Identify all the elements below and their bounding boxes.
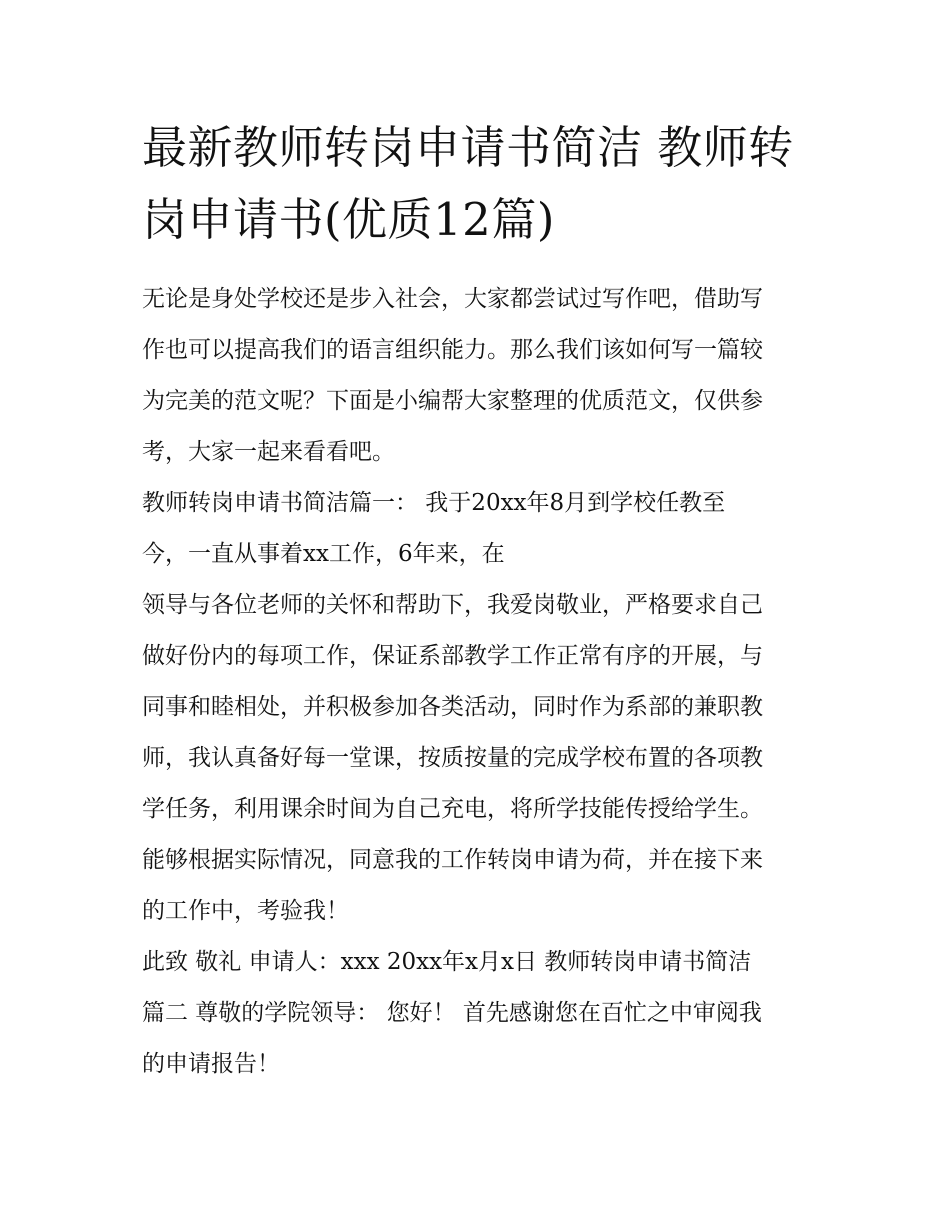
text-line: 做好份内的每项工作，保证系部教学工作正常有序的开展，与	[142, 643, 763, 669]
text-line: 能够根据实际情况，同意我的工作转岗申请为荷，并在接下来	[142, 847, 763, 873]
text-line: 作也可以提高我们的语言组织能力。那么我们该如何写一篇较	[142, 337, 763, 363]
text-line: 领导与各位老师的关怀和帮助下，我爱岗敬业，严格要求自己	[142, 592, 763, 618]
text-line: 无论是身处学校还是步入社会，大家都尝试过写作吧，借助写	[142, 286, 763, 312]
text-line: 篇二 尊敬的学院领导： 您好！ 首先感谢您在百忙之中审阅我	[142, 1000, 762, 1026]
text-line: 的工作中，考验我！	[142, 898, 349, 924]
intro-paragraph	[142, 274, 814, 478]
document-content	[142, 112, 814, 1090]
text-line: 今，一直从事着xx工作，6年来，在	[142, 541, 505, 567]
text-line: 考，大家一起来看看吧。	[142, 439, 395, 465]
text-line: 师，我认真备好每一堂课，按质按量的完成学校布置的各项教	[142, 745, 763, 771]
text-line: 教师转岗申请书简洁篇一： 我于20xx年8月到学校任教至	[142, 490, 726, 516]
text-line: 学任务，利用课余时间为自己充电，将所学技能传授给学生。	[142, 796, 763, 822]
text-line: 的申请报告！	[142, 1051, 280, 1077]
text-line: 为完美的范文呢？下面是小编帮大家整理的优质范文，仅供参	[142, 388, 763, 414]
text-line: 同事和睦相处，并积极参加各类活动，同时作为系部的兼职教	[142, 694, 763, 720]
article-one-paragraph	[142, 478, 814, 937]
document-title: 最新教师转岗申请书简洁 教师转岗申请书(优质12篇)	[142, 121, 794, 246]
text-line: 此致 敬礼 申请人：xxx 20xx年x月x日 教师转岗申请书简洁	[142, 949, 752, 975]
article-two-paragraph	[142, 937, 814, 1090]
